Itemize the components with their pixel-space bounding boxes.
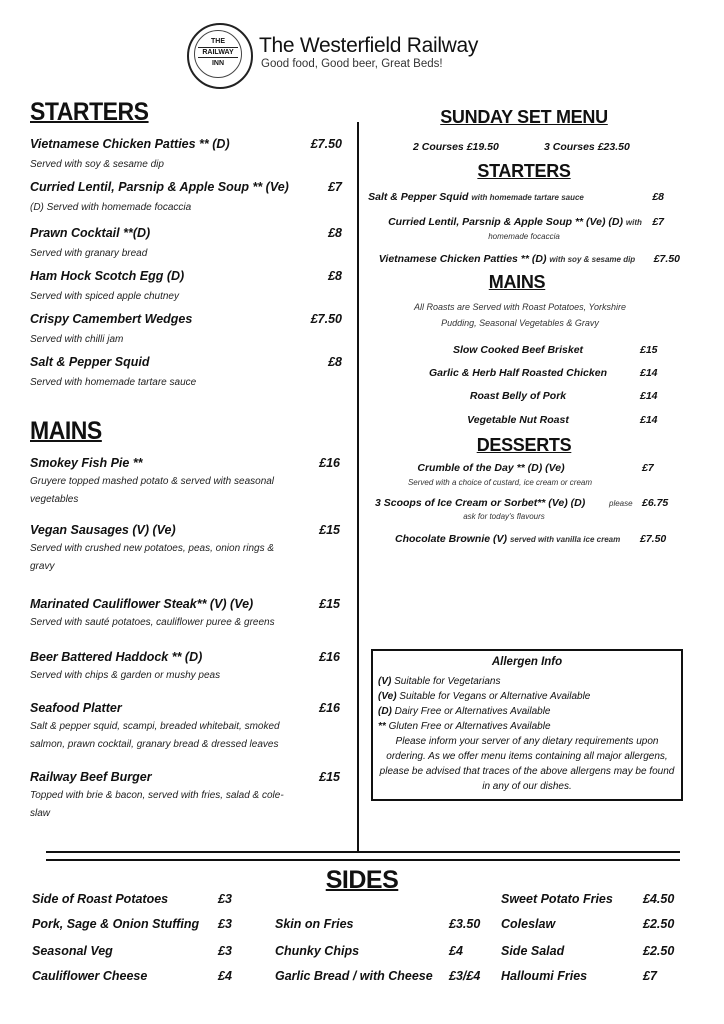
restaurant-title: The Westerfield Railway — [259, 34, 479, 57]
item-price: £15 — [319, 523, 340, 537]
item-description: Served with soy & sesame dip — [30, 159, 164, 170]
allergen-meaning: Dairy Free or Alternatives Available — [391, 706, 551, 717]
sunday-starter-note: homemade focaccia — [488, 232, 560, 241]
item-name: Ham Hock Scotch Egg (D) — [30, 269, 185, 283]
item-price: £7.50 — [310, 137, 342, 151]
item-price: £15 — [319, 770, 340, 784]
dessert-name: Chocolate Brownie (V) served with vanilla ice cream — [395, 533, 621, 545]
sunday-main-price: £14 — [640, 367, 658, 379]
item-description: Salt & pepper squid, scampi, breaded whitebait, smoked — [30, 721, 280, 732]
starters-heading: STARTERS — [30, 98, 149, 126]
sunday-main-price: £14 — [640, 414, 658, 426]
allergen-key — [378, 719, 676, 734]
sunday-starter-note: with soy & sesame dip — [549, 255, 636, 264]
side-name: Coleslaw — [501, 917, 556, 931]
sunday-menu-heading: SUNDAY SET MENU — [440, 107, 608, 127]
sunday-main-name: Slow Cooked Beef Brisket — [452, 344, 584, 356]
item-name: Prawn Cocktail **(D) — [30, 226, 151, 240]
allergen-notice: in any of our dishes. — [482, 781, 572, 792]
item-price: £7 — [328, 180, 342, 194]
item-description: Topped with brie & bacon, served with fries, salad & cole- — [30, 790, 284, 801]
allergen-notice: please be advised that traces of the above allergens may be found — [379, 766, 675, 777]
logo-text: INN — [211, 60, 225, 67]
item-description: vegetables — [30, 494, 79, 505]
item-description: slaw — [30, 808, 51, 819]
allergen-meaning: Gluten Free or Alternatives Available — [385, 721, 551, 732]
item-price: £16 — [319, 701, 340, 715]
two-course-price: 2 Courses £19.50 — [413, 141, 499, 153]
allergen-notice: Please inform your server of any dietary requirements upon — [395, 736, 659, 747]
sunday-starter-price: £8 — [652, 191, 664, 203]
side-name: Side Salad — [501, 944, 565, 958]
dessert-price: £7 — [642, 462, 654, 474]
item-description: Served with spiced apple chutney — [30, 291, 179, 302]
item-description: Gruyere topped mashed potato & served with seasonal — [30, 476, 275, 487]
dessert-price: £6.75 — [642, 497, 669, 509]
sunday-starter-name: Vietnamese Chicken Patties ** (D) with soy & sesame dip — [378, 253, 636, 265]
item-description: Served with homemade tartare sauce — [30, 377, 197, 388]
allergen-meaning: Suitable for Vegans or Alternative Available — [396, 691, 591, 702]
item-description: Served with chips & garden or mushy peas — [30, 670, 221, 681]
sunday-main-name: Garlic & Herb Half Roasted Chicken — [429, 367, 607, 379]
dessert-name: 3 Scoops of Ice Cream or Sorbet** (Ve) (D) — [375, 497, 586, 509]
side-name: Garlic Bread / with Cheese — [275, 969, 433, 983]
side-price: £4 — [449, 944, 463, 958]
logo-text: THE — [211, 38, 225, 45]
item-price: £16 — [319, 456, 340, 470]
allergen-info-box — [371, 649, 683, 801]
side-name: Chunky Chips — [275, 944, 360, 958]
item-name: Smokey Fish Pie ** — [30, 456, 143, 470]
item-name: Beer Battered Haddock ** (D) — [30, 650, 203, 664]
sunday-desserts-heading: DESSERTS — [476, 435, 572, 455]
allergen-code: (D) — [378, 706, 392, 717]
sunday-starters-heading: STARTERS — [477, 161, 571, 181]
mains-heading: MAINS — [30, 417, 102, 445]
allergen-notice: ordering. As we offer menu items containing all major allergens, — [386, 751, 668, 762]
sunday-main-name: Roast Belly of Pork — [469, 390, 567, 402]
item-name: Salt & Pepper Squid — [30, 355, 150, 369]
side-price: £2.50 — [643, 944, 675, 958]
dessert-note: please — [609, 499, 633, 508]
allergen-meaning: Suitable for Vegetarians — [391, 676, 501, 687]
side-name: Sweet Potato Fries — [501, 892, 613, 906]
dessert-note: served with vanilla ice cream — [509, 535, 621, 544]
three-course-price: 3 Courses £23.50 — [544, 141, 630, 153]
column-divider — [357, 122, 359, 852]
allergen-key — [378, 704, 676, 719]
item-description: gravy — [30, 561, 55, 572]
item-price: £8 — [328, 226, 342, 240]
side-price: £3 — [218, 917, 232, 931]
item-name: Marinated Cauliflower Steak** (V) (Ve) — [30, 597, 254, 611]
sunday-main-name: Vegetable Nut Roast — [467, 414, 569, 426]
item-description: Served with sauté potatoes, cauliflower puree & greens — [30, 617, 275, 628]
side-name: Seasonal Veg — [32, 944, 113, 958]
item-name: Railway Beef Burger — [30, 770, 152, 784]
side-price: £7 — [643, 969, 657, 983]
item-description: Served with crushed new potatoes, peas, onion rings & — [30, 543, 275, 554]
side-price: £3 — [218, 892, 232, 906]
item-description: Served with chilli jam — [30, 334, 124, 345]
dessert-note: ask for today's flavours — [463, 512, 545, 521]
section-divider — [46, 859, 680, 861]
item-price: £8 — [328, 355, 342, 369]
side-name: Pork, Sage & Onion Stuffing — [32, 917, 200, 931]
sunday-starter-price: £7 — [652, 216, 664, 228]
side-name: Halloumi Fries — [501, 969, 588, 983]
railway-inn-logo — [187, 23, 253, 89]
roast-note: Pudding, Seasonal Vegetables & Gravy — [441, 318, 599, 328]
allergen-title: Allergen Info — [491, 656, 563, 668]
dessert-price: £7.50 — [640, 533, 667, 545]
side-price: £2.50 — [643, 917, 675, 931]
sunday-starter-name: Curried Lentil, Parsnip & Apple Soup ** (Ve) (D) with — [388, 216, 642, 228]
sunday-starter-note: with homemade tartare sauce — [471, 193, 584, 202]
item-price: £7.50 — [310, 312, 342, 326]
dessert-name: Crumble of the Day ** (D) (Ve) — [417, 462, 565, 474]
side-name: Skin on Fries — [275, 917, 354, 931]
allergen-code: (Ve) — [378, 691, 397, 702]
item-name: Vegan Sausages (V) (Ve) — [30, 523, 176, 537]
item-name: Seafood Platter — [30, 701, 122, 715]
allergen-code: ** — [378, 721, 386, 732]
side-price: £4.50 — [643, 892, 675, 906]
item-name: Vietnamese Chicken Patties ** (D) — [30, 137, 230, 151]
side-name: Side of Roast Potatoes — [32, 892, 169, 906]
roast-note: All Roasts are Served with Roast Potatoes, Yorkshire — [414, 302, 626, 312]
side-price: £3.50 — [449, 917, 481, 931]
side-price: £3/£4 — [449, 969, 481, 983]
item-description: (D) Served with homemade focaccia — [30, 202, 192, 213]
sunday-starter-price: £7.50 — [653, 253, 680, 265]
item-name: Curried Lentil, Parsnip & Apple Soup ** (Ve) — [30, 180, 289, 194]
sunday-starter-name: Salt & Pepper Squid with homemade tartare sauce — [368, 191, 584, 203]
sunday-main-price: £14 — [640, 390, 658, 402]
allergen-code: (V) — [378, 676, 392, 687]
sides-heading: SIDES — [325, 866, 399, 894]
dessert-note: Served with a choice of custard, ice cream or cream — [407, 478, 593, 487]
side-price: £4 — [218, 969, 232, 983]
item-price: £15 — [319, 597, 340, 611]
allergen-key — [378, 689, 676, 704]
allergen-key — [378, 674, 676, 689]
tagline: Good food, Good beer, Great Beds! — [261, 58, 443, 70]
item-description: Served with granary bread — [30, 248, 148, 259]
sunday-mains-heading: MAINS — [488, 272, 546, 292]
item-description: salmon, prawn cocktail, granary bread & dressed leaves — [30, 739, 279, 750]
side-name: Cauliflower Cheese — [32, 969, 148, 983]
item-price: £8 — [328, 269, 342, 283]
sunday-starter-note: with — [625, 218, 642, 227]
logo-text: RAILWAY — [198, 47, 238, 58]
section-divider — [46, 851, 680, 853]
side-price: £3 — [218, 944, 232, 958]
item-name: Crispy Camembert Wedges — [30, 312, 193, 326]
sunday-main-price: £15 — [640, 344, 658, 356]
item-price: £16 — [319, 650, 340, 664]
